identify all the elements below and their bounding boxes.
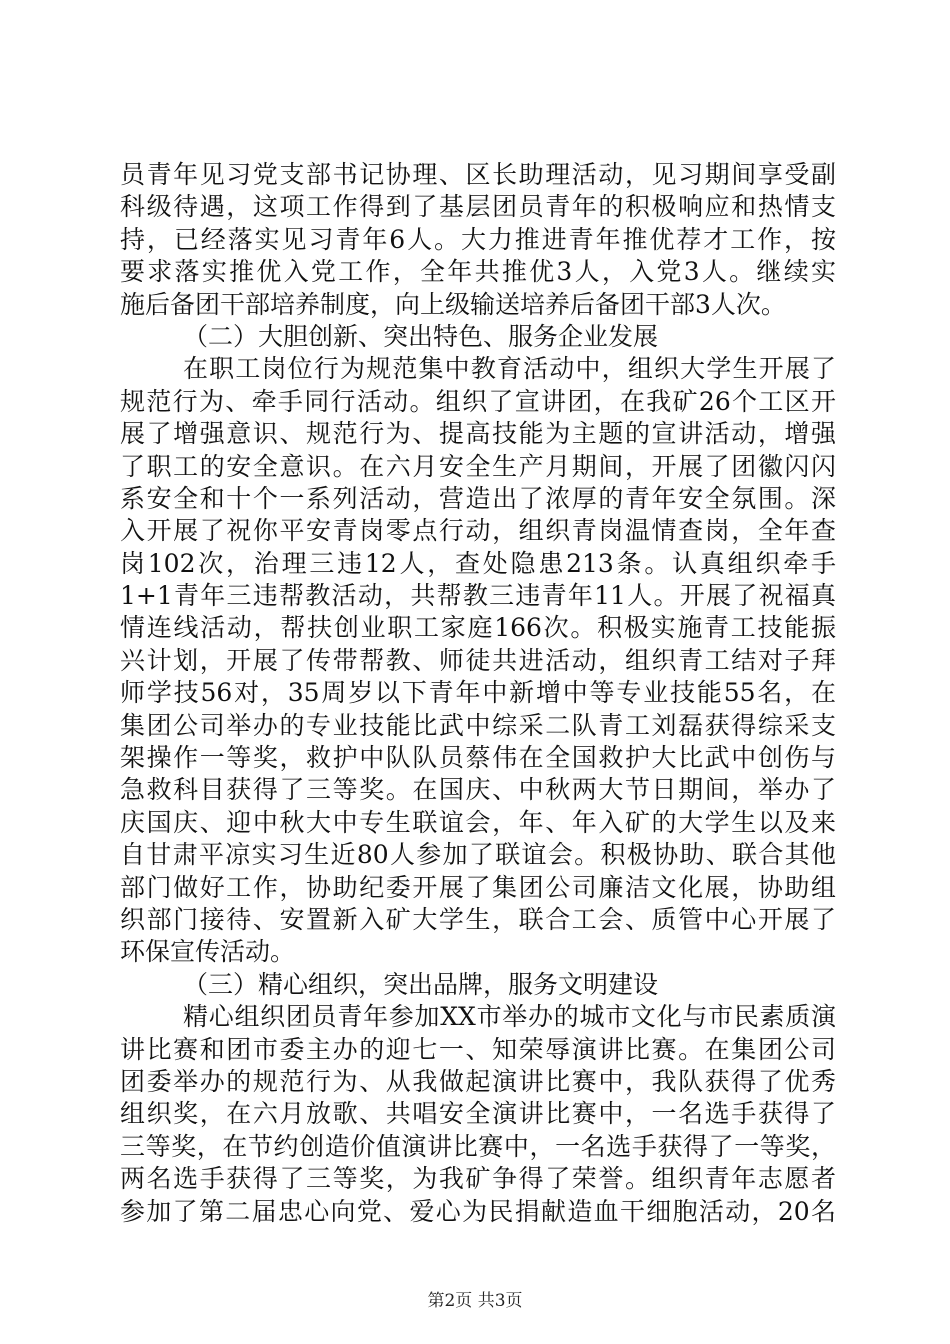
text-line: 持，已经落实见习青年6人。大力推进青年推优荐才工作，按 <box>120 224 836 254</box>
text-line: 兴计划，开展了传带帮教、师徒共进活动，组织青工结对子拜 <box>120 645 836 675</box>
text-line: 施后备团干部培养制度，向上级输送培养后备团干部3人次。 <box>120 289 786 319</box>
text-line: 系安全和十个一系列活动，营造出了浓厚的青年安全氛围。深 <box>120 483 836 513</box>
document-body <box>120 159 836 1228</box>
text-line: 师学技56对，35周岁以下青年中新增中等专业技能55名，在 <box>120 678 836 708</box>
text-line: 精心组织团员青年参加XX市举办的城市文化与市民素质演 <box>183 1002 836 1032</box>
section-heading: （三）精心组织，突出品牌，服务文明建设 <box>183 969 659 999</box>
text-line: 展了增强意识、规范行为、提高技能为主题的宣讲活动，增强 <box>120 419 836 449</box>
text-line: 急救科目获得了三等奖。在国庆、中秋两大节日期间，举办了 <box>120 775 836 805</box>
text-line: 情连线活动，帮扶创业职工家庭166次。积极实施青工技能振 <box>120 613 836 643</box>
text-line: 岗102次，治理三违12人，查处隐患213条。认真组织牵手 <box>120 548 836 578</box>
page-footer: 第2页 共3页 <box>427 1291 523 1311</box>
text-line: 庆国庆、迎中秋大中专生联谊会，年、年入矿的大学生以及来 <box>120 807 836 837</box>
text-line: 两名选手获得了三等奖，为我矿争得了荣誉。组织青年志愿者 <box>120 1164 836 1194</box>
text-line: 在职工岗位行为规范集中教育活动中，组织大学生开展了 <box>183 354 836 384</box>
text-line: 架操作一等奖，救护中队队员蔡伟在全国救护大比武中创伤与 <box>120 743 836 773</box>
text-line: 组织奖，在六月放歌、共唱安全演讲比赛中，一名选手获得了 <box>120 1099 836 1129</box>
section-heading: （二）大胆创新、突出特色、服务企业发展 <box>183 321 659 351</box>
text-line: 了职工的安全意识。在六月安全生产月期间，开展了团徽闪闪 <box>120 451 836 481</box>
text-line: 要求落实推优入党工作，全年共推优3人，入党3人。继续实 <box>120 257 836 287</box>
text-line: 入开展了祝你平安青岗零点行动，组织青岗温情查岗，全年查 <box>120 516 836 546</box>
text-line: 1+1青年三违帮教活动，共帮教三违青年11人。开展了祝福真 <box>120 581 836 611</box>
text-line: 部门做好工作，协助纪委开展了集团公司廉洁文化展，协助组 <box>120 872 836 902</box>
text-line: 讲比赛和团市委主办的迎七一、知荣辱演讲比赛。在集团公司 <box>120 1034 836 1064</box>
text-line: 科级待遇，这项工作得到了基层团员青年的积极响应和热情支 <box>120 192 836 222</box>
text-line: 集团公司举办的专业技能比武中综采二队青工刘磊获得综采支 <box>120 710 836 740</box>
text-line: 环保宣传活动。 <box>120 937 296 967</box>
text-line: 参加了第二届忠心向党、爱心为民捐献造血干细胞活动，20名 <box>120 1196 836 1226</box>
text-line: 织部门接待、安置新入矿大学生，联合工会、质管中心开展了 <box>120 904 836 934</box>
text-line: 员青年见习党支部书记协理、区长助理活动，见习期间享受副 <box>120 160 836 189</box>
text-line: 三等奖，在节约创造价值演讲比赛中，一名选手获得了一等奖， <box>120 1131 836 1161</box>
text-line: 团委举办的规范行为、从我做起演讲比赛中，我队获得了优秀 <box>120 1066 836 1096</box>
text-line: 规范行为、牵手同行活动。组织了宣讲团，在我矿26个工区开 <box>120 386 836 416</box>
text-line: 自甘肃平凉实习生近80人参加了联谊会。积极协助、联合其他 <box>120 840 836 870</box>
